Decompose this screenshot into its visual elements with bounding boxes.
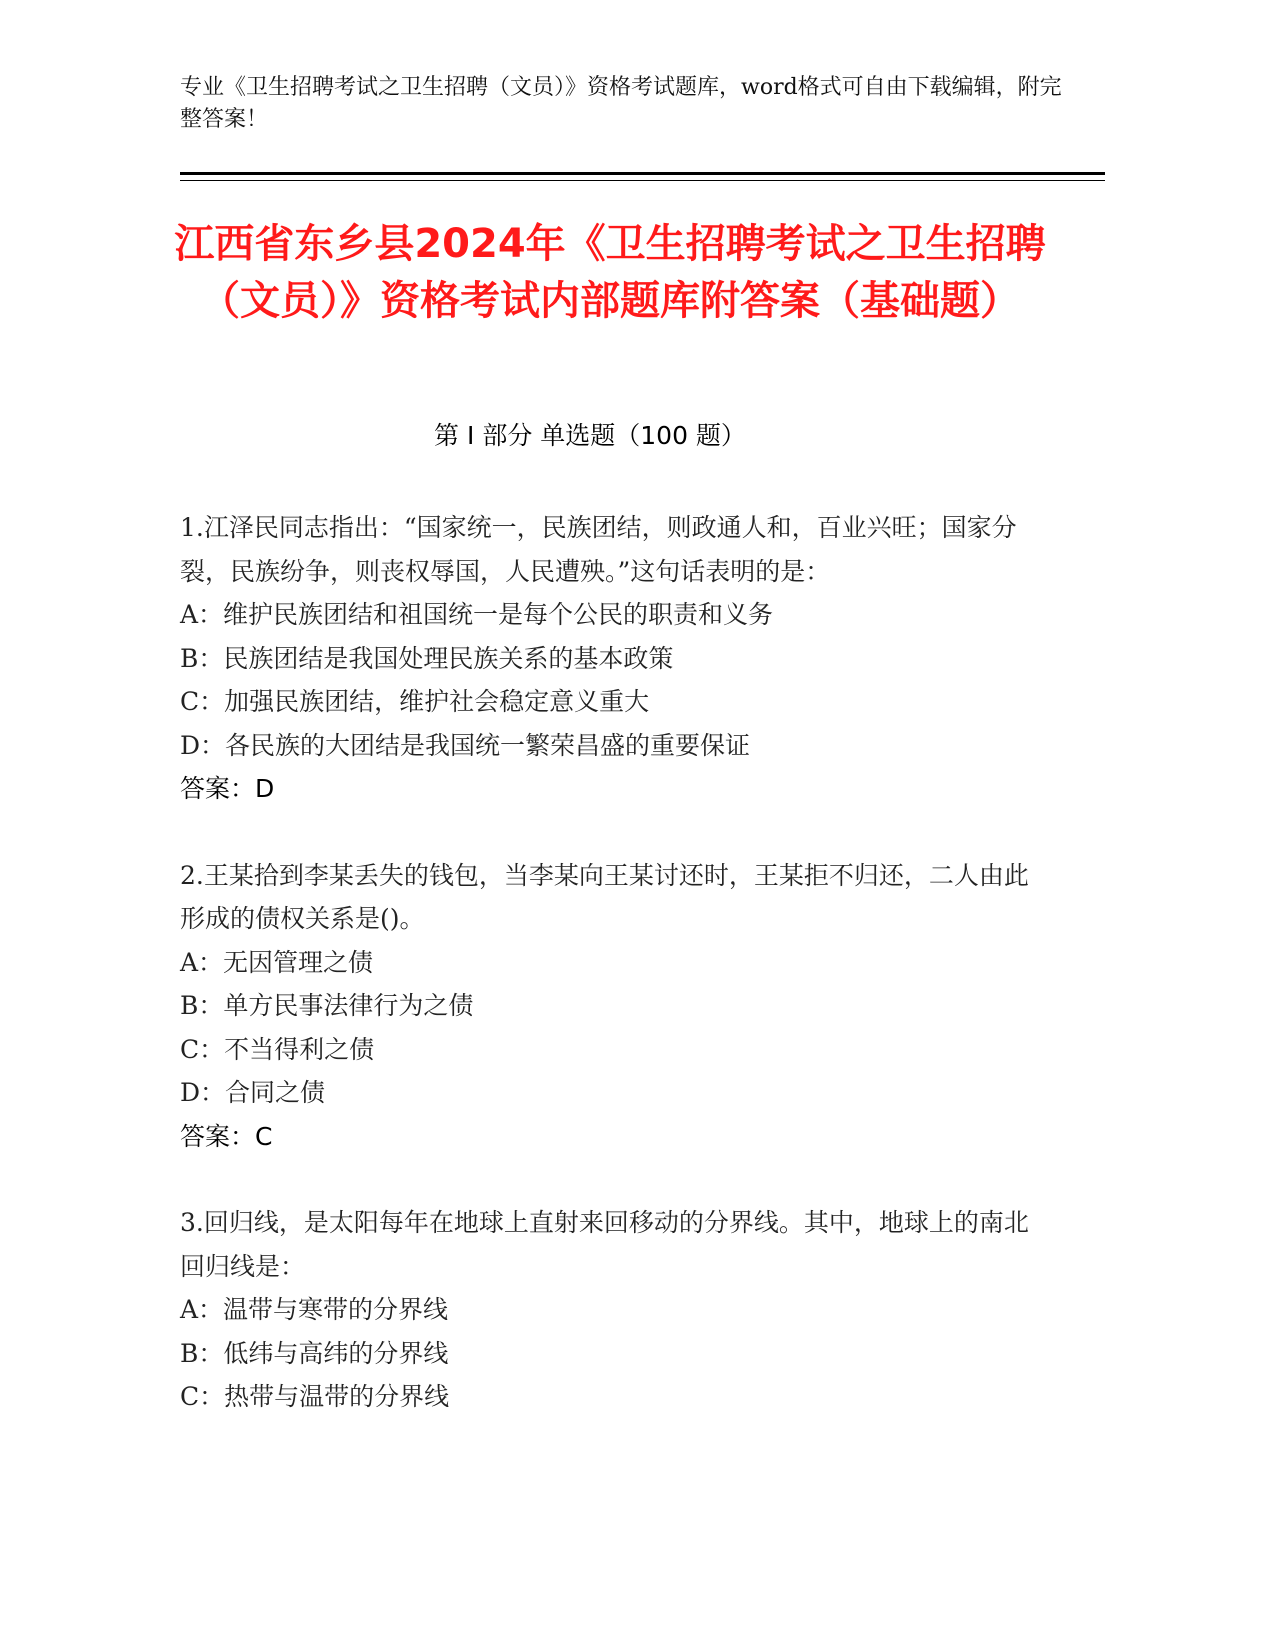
question-3 (180, 1201, 1040, 1419)
section-heading: 第 I 部分 单选题（100 题） (434, 421, 746, 450)
header-divider-thin (180, 180, 1105, 181)
option-a: A：维护民族团结和祖国统一是每个公民的职责和义务 (180, 600, 774, 629)
option-b: B：低纬与高纬的分界线 (180, 1338, 449, 1368)
document-title: 江西省东乡县2024年《卫生招聘考试之卫生招聘（文员）》资格考试内部题库附答案（基础题） (174, 221, 1046, 324)
option-d: D：合同之债 (180, 1078, 326, 1107)
option-b: B：民族团结是我国处理民族关系的基本政策 (180, 643, 674, 673)
question-stem: 1.江泽民同志指出：“国家统一，民族团结，则政通人和，百业兴旺；国家分裂，民族纷争，则丧权辱国，人民遭殃。”这句话表明的是： (180, 513, 1017, 586)
option-a: A：无因管理之债 (180, 947, 374, 977)
question-2 (180, 854, 1040, 1159)
header-note: 专业《卫生招聘考试之卫生招聘（文员）》资格考试题库，word格式可自由下载编辑，附完整答案！ (180, 75, 1062, 132)
option-c: C：热带与温带的分界线 (180, 1382, 450, 1411)
answer-line: 答案：D (180, 774, 275, 803)
question-stem: 2.王某拾到李某丢失的钱包，当李某向王某讨还时，王某拒不归还，二人由此形成的债权关系是()。 (180, 860, 1029, 933)
option-b: B：单方民事法律行为之债 (180, 991, 474, 1020)
option-c: C：加强民族团结，维护社会稳定意义重大 (180, 687, 650, 716)
option-c: C：不当得利之债 (180, 1034, 375, 1064)
answer-line: 答案：C (180, 1121, 273, 1151)
header-divider-thick (180, 172, 1105, 175)
question-list (180, 506, 1040, 1462)
option-a: A：温带与寒带的分界线 (180, 1295, 449, 1324)
question-stem: 3.回归线，是太阳每年在地球上直射来回移动的分界线。其中，地球上的南北回归线是： (180, 1208, 1029, 1281)
option-d: D：各民族的大团结是我国统一繁荣昌盛的重要保证 (180, 730, 751, 760)
question-1 (180, 506, 1040, 811)
